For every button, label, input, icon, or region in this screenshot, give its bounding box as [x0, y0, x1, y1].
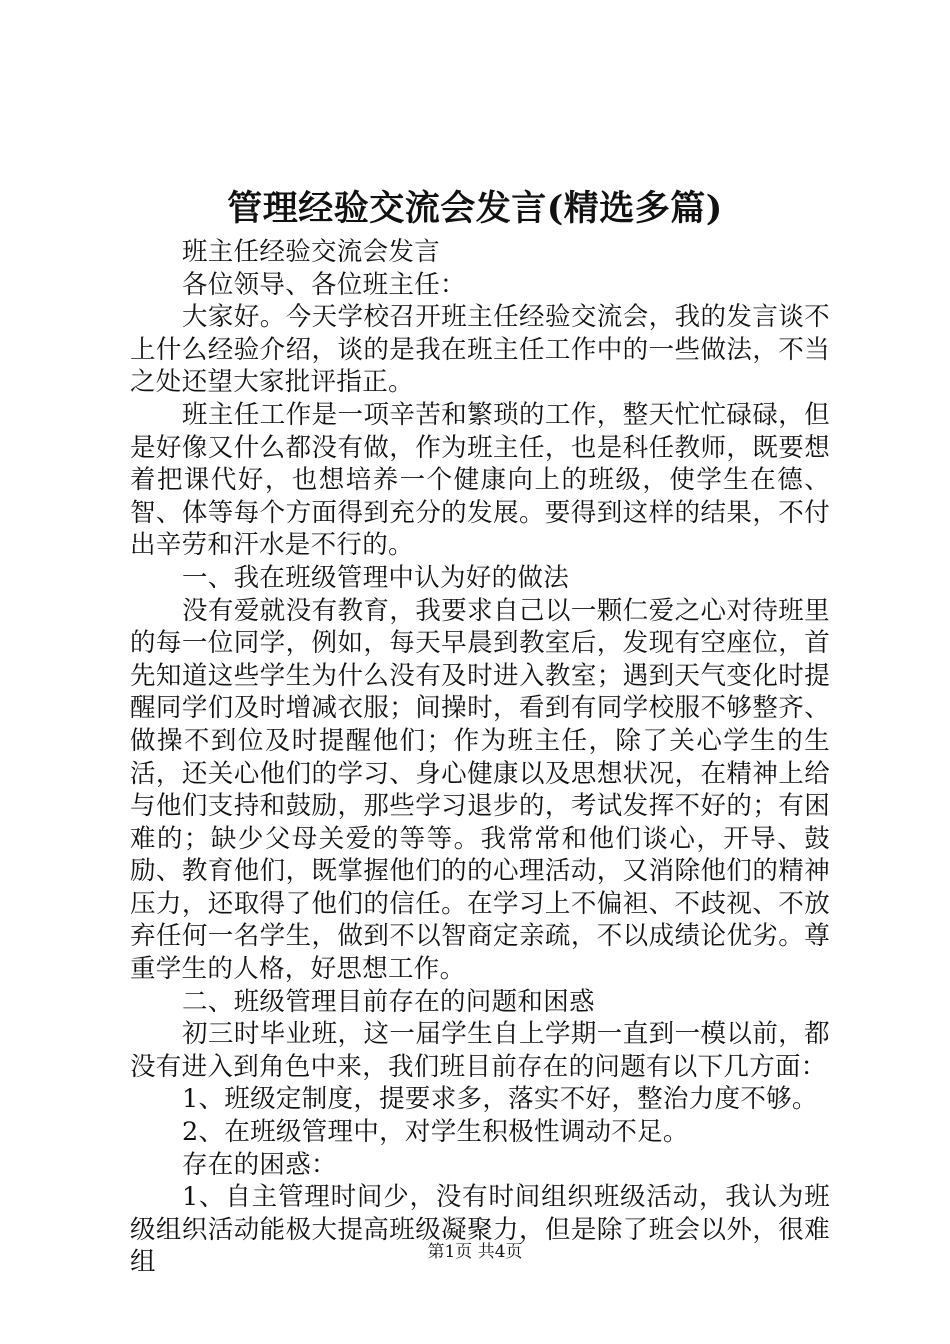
paragraph-salutation: 各位领导、各位班主任： — [182, 269, 466, 300]
document-body — [130, 236, 830, 1279]
paragraph-subtitle: 班主任经验交流会发言 — [182, 237, 441, 267]
section-heading-2: 二、班级管理目前存在的问题和困惑 — [182, 986, 595, 1017]
paragraph-intro: 班主任工作是一项辛苦和繁琐的工作，整天忙忙碌碌，但是好像又什么都没有做，作为班主任，也是科任教师，既要想着把课代好，也想培养一个健康向上的班级，使学生在德、智、体等每个方面得到充分的发展。要得到这样的结果，不付出辛劳和汗水是不行的。 — [130, 399, 830, 561]
section-heading-1: 一、我在班级管理中认为好的做法 — [182, 562, 570, 593]
page-footer: 第1页 共4页 — [427, 1242, 523, 1262]
list-item-confusion-1: 1、自主管理时间少，没有时间组织班级活动，我认为班级组织活动能极大提高班级凝聚力，但是除了班会以外，很难组 — [130, 1182, 830, 1278]
list-item-problem-1: 1、班级定制度，提要求多，落实不好，整治力度不够。 — [182, 1084, 818, 1115]
paragraph-practices: 没有爱就没有教育，我要求自己以一颗仁爱之心对待班里的每一位同学，例如，每天早晨到教室后，发现有空座位，首先知道这些学生为什么没有及时进入教室；遇到天气变化时提醒同学们及时增减衣服；间操时，看到有同学校服不够整齐、做操不到位及时提醒他们；作为班主任，除了关心学生的生活，还关心他们的学习、身心健康以及思想状况，在精神上给与他们支持和鼓励，那些学习退步的，考试发挥不好的；有困难的；缺少父母关爱的等等。我常常和他们谈心，开导、鼓励、教育他们，既掌握他们的的心理活动，又消除他们的精神压力，还取得了他们的信任。在学习上不偏袒、不歧视、不放弃任何一名学生，做到不以智商定亲疏，不以成绩论优劣。尊重学生的人格，好思想工作。 — [130, 595, 830, 985]
list-item-problem-2: 2、在班级管理中，对学生积极性调动不足。 — [182, 1117, 689, 1148]
document-title: 管理经验交流会发言(精选多篇) — [227, 188, 723, 229]
paragraph-problems-intro: 初三时毕业班，这一届学生自上学期一直到一模以前，都没有进入到角色中来，我们班目前存在的问题有以下几方面： — [130, 1019, 830, 1082]
subheading-confusions: 存在的困惑： — [182, 1149, 337, 1180]
paragraph-greeting: 大家好。今天学校召开班主任经验交流会，我的发言谈不上什么经验介绍，谈的是我在班主任工作中的一些做法，不当之处还望大家批评指正。 — [130, 302, 830, 398]
